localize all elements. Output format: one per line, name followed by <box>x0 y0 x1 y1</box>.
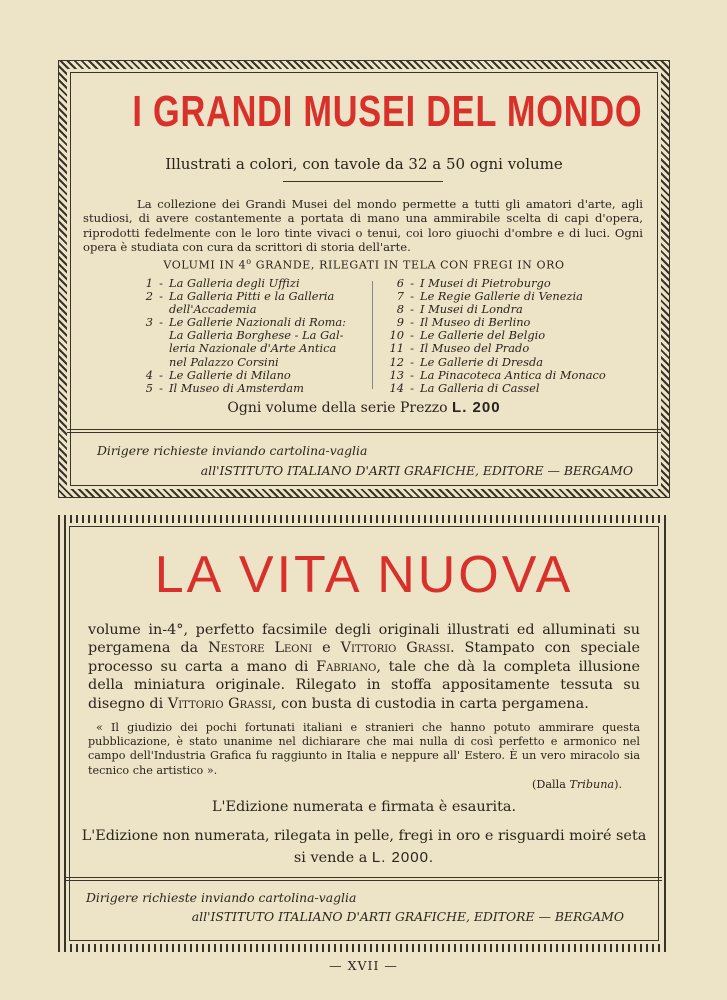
musei-direct-line2: all'ISTITUTO ITALIANO D'ARTI GRAFICHE, EDITORE — BERGAMO <box>200 463 633 478</box>
volume-title: La Galleria di Cassel <box>420 380 540 395</box>
musei-intro: La collezione dei Grandi Musei del mondo permette a tutti gli amatori d'arte, agli studiosi, di avere costantemente a portata di mano una ammirabile scelta di capi d'opera, riprodotti fedelmente con le loro tinte vivaci o tenui, coi loro giuochi d'ombre e di luci. Ogni opera è studiata con cura da scrittori di storia dell'arte. <box>83 197 643 255</box>
volume-title: leria Nazionale d'Arte Antica <box>169 341 337 356</box>
volume-title: La Galleria degli Uffizi <box>169 276 300 290</box>
volume-number <box>127 356 153 369</box>
volume-entry <box>127 382 357 395</box>
vita-direct-line1: Dirigere richieste inviando cartolina-vaglia <box>86 890 357 905</box>
volume-number: 10 <box>389 328 404 343</box>
volume-dash: - <box>410 380 414 395</box>
volume-title: La Galleria Pitti e la Galleria <box>169 289 335 304</box>
volume-title: La Pinacoteca Antica di Monaco <box>420 367 606 382</box>
volume-title: La Galleria Borghese - La Gal- <box>169 328 344 343</box>
volume-number: 13 <box>389 367 404 382</box>
volume-number <box>127 329 153 342</box>
volume-title: nel Palazzo Corsini <box>169 354 279 369</box>
volume-title: I Musei di Pietroburgo <box>420 276 551 290</box>
volumes-list-left <box>127 277 357 395</box>
volumes-list-right <box>378 277 638 395</box>
volume-dash <box>153 342 169 355</box>
volume-title: Il Museo di Berlino <box>420 315 531 330</box>
title-rule <box>283 181 443 182</box>
double-rule-bottom <box>67 432 661 433</box>
volume-entry <box>378 342 638 355</box>
volume-dash: - <box>159 367 163 382</box>
volume-dash: - <box>410 367 414 382</box>
volume-title: Le Gallerie del Belgio <box>420 328 546 343</box>
volume-dash: - <box>410 302 414 317</box>
musei-advert <box>58 60 670 498</box>
volume-title: Le Gallerie Nazionali di Roma: <box>169 315 347 330</box>
volume-title: Il Museo di Amsterdam <box>169 380 304 395</box>
volume-number: 3 <box>145 315 153 330</box>
volume-title: Le Gallerie di Dresda <box>420 354 544 369</box>
quote-source: (Dalla Tribuna). <box>532 778 622 791</box>
volume-dash: - <box>159 315 163 330</box>
volume-entry <box>378 382 638 395</box>
volume-number: 11 <box>389 341 404 356</box>
volume-title: Le Gallerie di Milano <box>169 367 291 382</box>
double-rule-top <box>66 877 662 878</box>
volume-number: 5 <box>145 380 153 395</box>
press-quote: « Il giudizio dei pochi fortunati italiani e stranieri che hanno potuto ammirare questa pubblicazione, è stato unanime nel dichiarare che mai nulla di così perfetto e armonico nel campo dell'Industria Grafica fu raggiunto in Italia e neppure all' Estero. È un vero miracolo sia tecnico che artistico ». <box>88 721 640 777</box>
volume-number: 14 <box>389 380 404 395</box>
volume-dash <box>153 356 169 369</box>
edition-price: L. 2000. <box>371 849 435 866</box>
vita-title: LA VITA NUOVA <box>154 546 574 604</box>
volume-dash: - <box>410 289 414 304</box>
volume-number: 8 <box>396 302 404 317</box>
volume-entry <box>378 369 638 382</box>
volume-number: 6 <box>396 276 404 290</box>
vita-nuova-advert <box>58 515 670 952</box>
volume-dash: - <box>159 380 163 395</box>
price-value: L. 200 <box>452 399 501 416</box>
edition-sold-out: L'Edizione numerata e firmata è esaurita. <box>211 799 517 815</box>
volume-entry <box>127 369 357 382</box>
volume-dash: - <box>410 315 414 330</box>
volume-number <box>127 342 153 355</box>
double-rule-bottom <box>66 880 662 881</box>
volume-dash: - <box>410 354 414 369</box>
musei-direct-line1: Dirigere richieste inviando cartolina-vaglia <box>97 443 368 458</box>
paper-name: Fabriano <box>316 658 377 675</box>
musei-price <box>67 399 661 416</box>
price-label: Ogni volume della serie Prezzo <box>227 400 448 416</box>
volume-number: 9 <box>396 315 404 330</box>
musei-subtitle: Illustrati a colori, con tavole da 32 a 50 ogni volume <box>165 155 563 173</box>
volume-dash: - <box>410 328 414 343</box>
volume-title: I Musei di Londra <box>420 302 523 317</box>
vita-description: volume in-4°, perfetto facsimile degli originali illustrati ed alluminati su pergamena da Nestore Leoni e Vittorio Grassi. Stampato con speciale processo su carta a mano di Fabriano, tale che dà la completa illusione della miniatura originale. Rilegato in stoffa appositamente tessuta su disegno di Vittorio Grassi, con busta di custodia in carta pergamena. <box>88 622 640 712</box>
volume-dash: - <box>410 341 414 356</box>
volume-title: dell'Accademia <box>169 302 257 317</box>
volume-number: 4 <box>145 367 153 382</box>
musei-title: I GRANDI MUSEI DEL MONDO <box>132 87 643 136</box>
vita-direct-line2: all'ISTITUTO ITALIANO D'ARTI GRAFICHE, EDITORE — BERGAMO <box>191 909 624 924</box>
volume-title: Il Museo del Prado <box>420 341 530 356</box>
volume-number: 1 <box>145 276 153 290</box>
volume-dash: - <box>159 276 163 290</box>
volume-dash: - <box>159 289 163 304</box>
artist-name: Nestore Leoni <box>208 640 313 657</box>
column-divider <box>372 281 373 389</box>
volume-dash <box>153 329 169 342</box>
volume-entry <box>127 342 357 355</box>
volume-entry <box>378 356 638 369</box>
volume-entry <box>127 356 357 369</box>
volume-number: 12 <box>389 354 404 369</box>
volumes-heading: VOLUMI IN 4$^o$ GRANDE, RILEGATI IN TELA CON FREGI IN ORO <box>163 257 565 272</box>
artist-name: Vittorio Grassi <box>167 695 272 712</box>
double-rule-top <box>67 429 661 430</box>
page-number: — XVII — <box>329 958 398 973</box>
artist-name: Vittorio Grassi <box>340 640 451 657</box>
volume-title: Le Regie Gallerie di Venezia <box>420 289 583 304</box>
volume-dash: - <box>410 276 414 290</box>
edition-for-sale: L'Edizione non numerata, rilegata in pelle, fregi in oro e risguardi moiré seta si vende a L. 2000. <box>81 828 647 866</box>
volume-number: 2 <box>145 289 153 304</box>
volume-number: 7 <box>396 289 404 304</box>
